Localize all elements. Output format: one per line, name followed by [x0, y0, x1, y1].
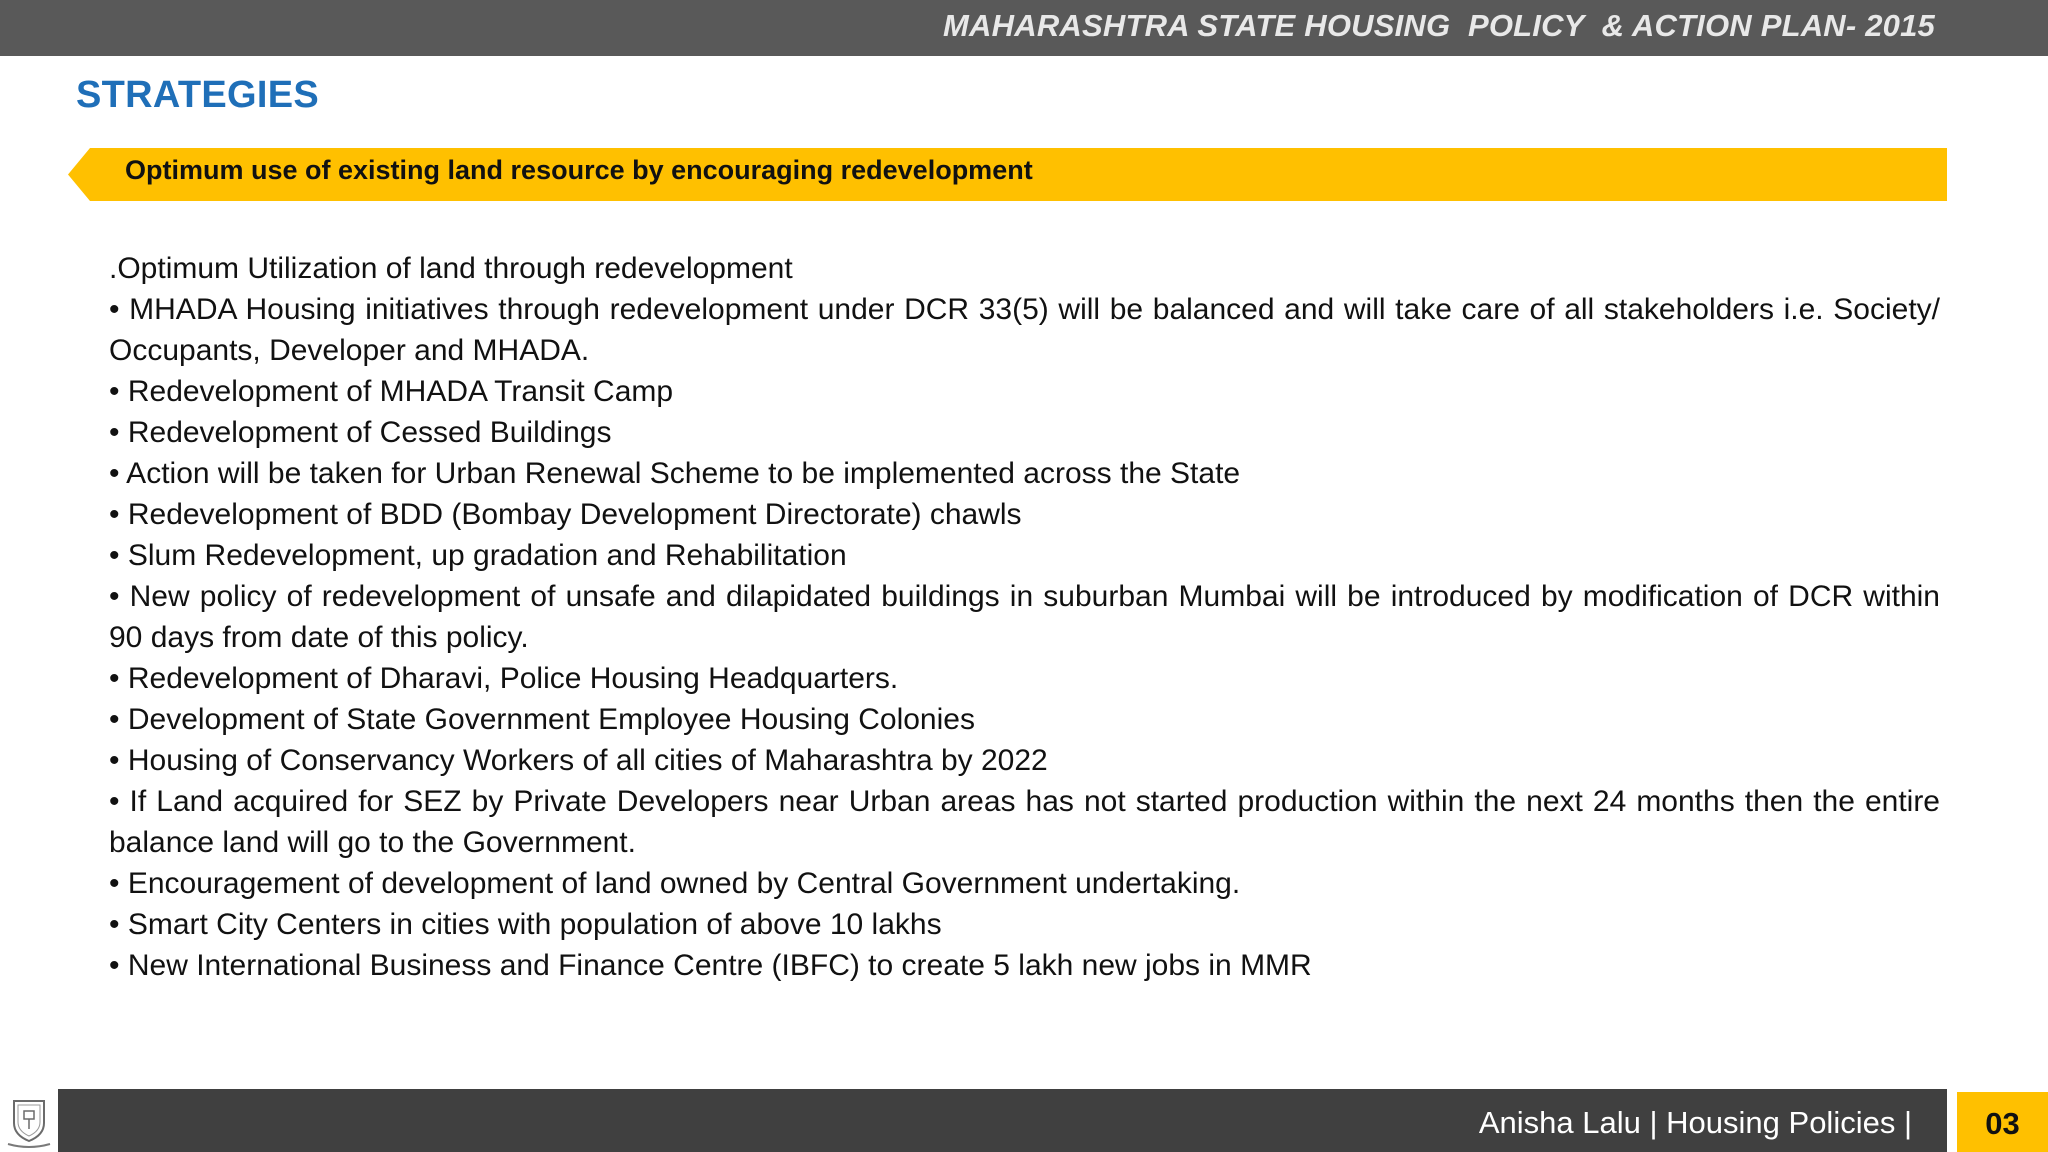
college-crest-icon [0, 1089, 58, 1152]
page-number: 03 [1985, 1106, 2020, 1141]
list-item: • Redevelopment of Dharavi, Police Housing Headquarters. [109, 662, 899, 695]
list-item: • Slum Redevelopment, up gradation and Rehabilitation [109, 539, 847, 572]
list-item: • Encouragement of development of land owned by Central Government undertaking. [109, 867, 1241, 900]
list-item: • Redevelopment of MHADA Transit Camp [109, 375, 674, 408]
strategy-banner [68, 148, 1947, 201]
banner-title: Optimum use of existing land resource by encouraging redevelopment [125, 155, 1033, 185]
header-bar [0, 0, 2048, 56]
list-item: .Optimum Utilization of land through redevelopment [109, 252, 793, 285]
list-item: • Development of State Government Employee Housing Colonies [109, 703, 975, 736]
document-title: MAHARASHTRA STATE HOUSING POLICY & ACTION PLAN- 2015 [943, 8, 1935, 43]
footer-author: Anisha Lalu | Housing Policies | [1478, 1105, 1912, 1140]
list-item: • New policy of redevelopment of unsafe and dilapidated buildings in suburban Mumbai will be introduced by modification of DCR within 90 days from date of this policy. [109, 580, 1940, 654]
page-number-badge [1957, 1092, 2048, 1152]
list-item: • Housing of Conservancy Workers of all cities of Maharashtra by 2022 [109, 744, 1048, 777]
section-heading: STRATEGIES [76, 74, 319, 116]
list-item: • Redevelopment of BDD (Bombay Development Directorate) chawls [109, 498, 1022, 531]
list-item: • New International Business and Finance Centre (IBFC) to create 5 lakh new jobs in MMR [109, 949, 1312, 982]
list-item: • Action will be taken for Urban Renewal Scheme to be implemented across the State [109, 457, 1241, 490]
list-item: • MHADA Housing initiatives through redevelopment under DCR 33(5) will be balanced and will take care of all stakeholders i.e. Society/ Occupants, Developer and MHADA. [109, 293, 1940, 367]
strategy-list [109, 248, 1940, 986]
list-item: • If Land acquired for SEZ by Private Developers near Urban areas has not started production within the next 24 months then the entire balance land will go to the Government. [109, 785, 1940, 859]
list-item: • Redevelopment of Cessed Buildings [109, 416, 612, 449]
list-item: • Smart City Centers in cities with population of above 10 lakhs [109, 908, 942, 941]
